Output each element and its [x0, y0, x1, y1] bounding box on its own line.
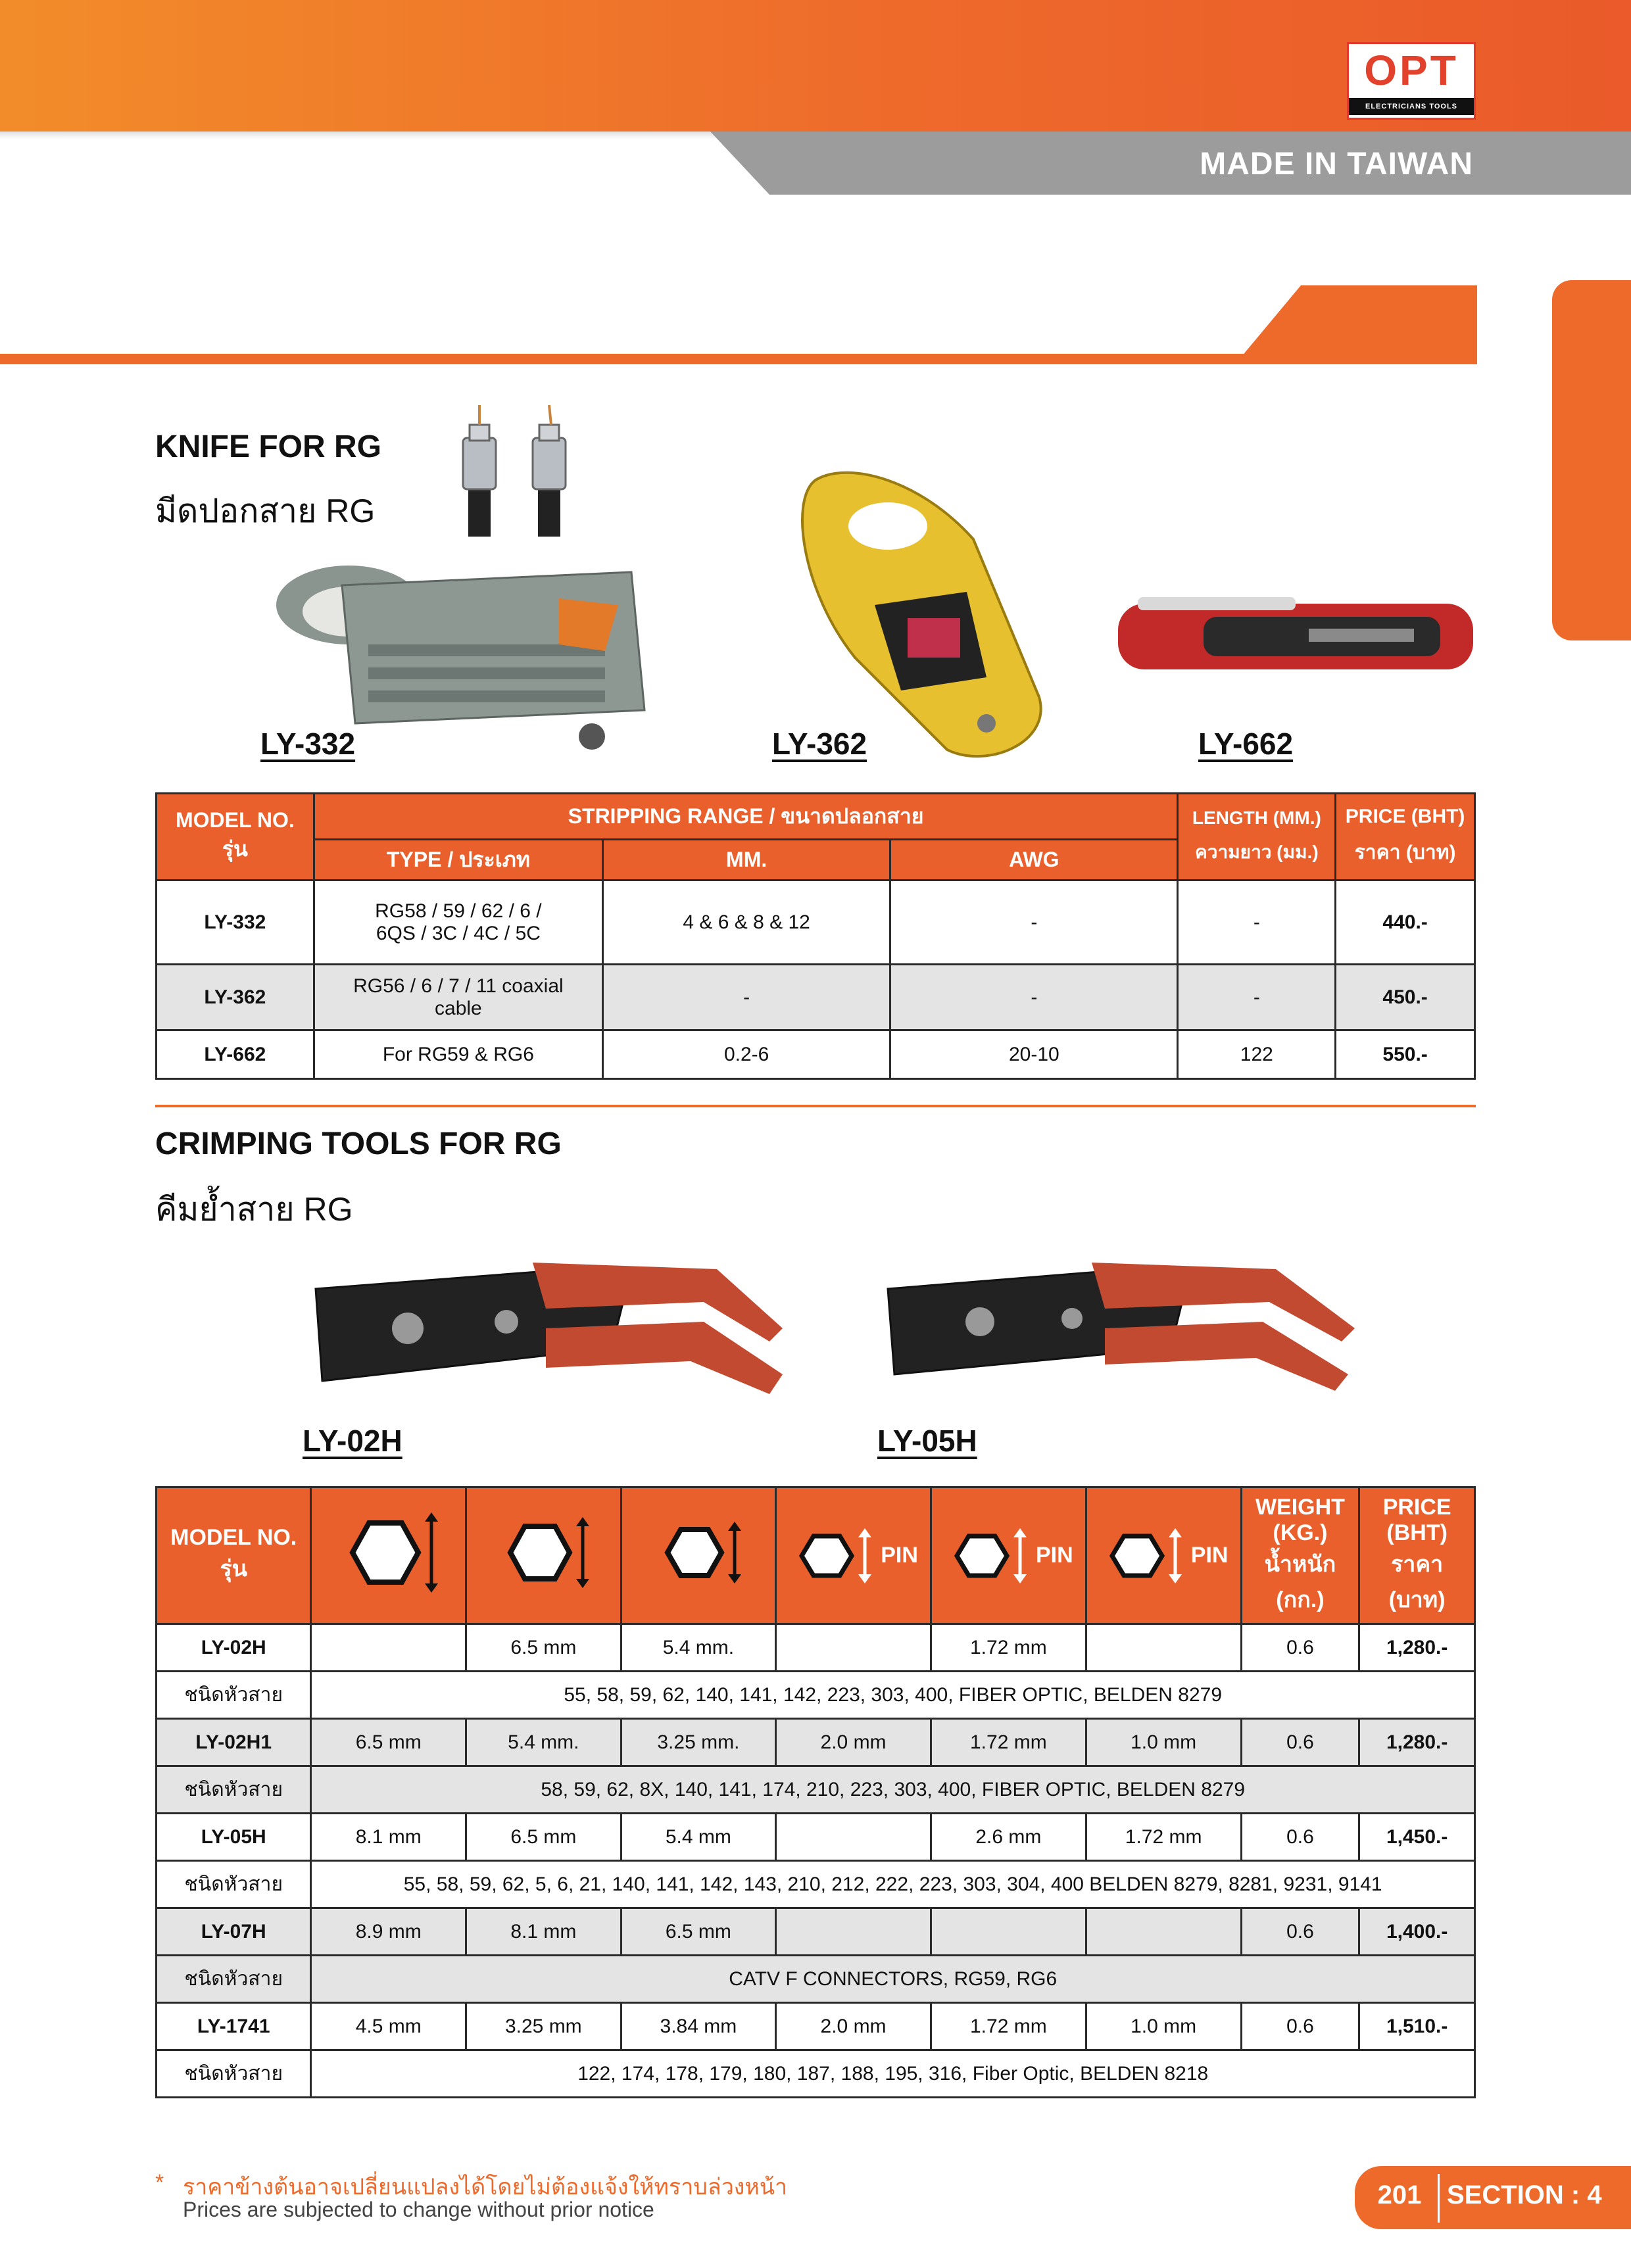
cell-model: LY-332 [157, 881, 314, 965]
ly-02h-image [309, 1249, 796, 1414]
knife-title-th: มีดปอกสาย RG [155, 493, 376, 529]
cell-pin: 1.72 mm [1086, 1814, 1241, 1861]
cell-size: 6.5 mm [466, 1814, 621, 1861]
cell-pin: 1.0 mm [1086, 2003, 1241, 2050]
col-length-label: LENGTH (MM.) [1192, 807, 1321, 828]
cell-size: 3.25 mm. [621, 1719, 776, 1766]
cell-price: 1,280.- [1359, 1719, 1475, 1766]
ly-662-image [1111, 591, 1480, 683]
table-row [157, 1814, 1475, 1861]
pin-label: PIN [1036, 1543, 1073, 1568]
cell-type-line: RG56 / 6 / 7 / 11 coaxial [353, 975, 564, 997]
cell-price: 450.- [1336, 965, 1475, 1030]
col-hex-size-header [466, 1487, 621, 1624]
cell-type: For RG59 & RG6 [314, 1030, 602, 1079]
weight-label: WEIGHT [1255, 1494, 1345, 1520]
cell-price: 1,400.- [1359, 1908, 1475, 1956]
cell-length: 122 [1178, 1030, 1336, 1079]
connector-row [157, 1861, 1475, 1908]
weight-label: น้ำหนัก [1264, 1551, 1336, 1577]
col-awg-header: AWG [890, 840, 1178, 881]
cell-mm: 0.2-6 [603, 1030, 890, 1079]
cell-size: 6.5 mm [621, 1908, 776, 1956]
connector-row [157, 1766, 1475, 1814]
section-bar [0, 354, 1477, 364]
pin-hexagon-icon [944, 1523, 1036, 1589]
price-label: (บาท) [1388, 1587, 1446, 1612]
cell-weight: 0.6 [1241, 2003, 1359, 2050]
knife-spec-table [155, 792, 1476, 1080]
cell-pin: 1.72 mm [931, 1719, 1086, 1766]
cell-connector-label: ชนิดหัวสาย [157, 2050, 311, 2098]
cell-pin [931, 1908, 1086, 1956]
cell-price: 1,510.- [1359, 2003, 1475, 2050]
table-row [157, 881, 1475, 965]
crimp-spec-table [155, 1486, 1476, 2098]
col-price-label: PRICE (BHT) [1345, 806, 1465, 827]
crimp-title-en: CRIMPING TOOLS FOR RG [155, 1126, 562, 1161]
col-length-header [1178, 794, 1336, 881]
cell-model: LY-1741 [157, 2003, 311, 2050]
header-shadow [0, 132, 723, 139]
hexagon-icon [491, 1513, 596, 1592]
cell-model: LY-362 [157, 965, 314, 1030]
header-gray-strip [710, 132, 1631, 195]
weight-label: (KG.) [1273, 1520, 1328, 1545]
cell-model: LY-02H [157, 1624, 311, 1672]
cell-pin [776, 1624, 931, 1672]
cell-awg: 20-10 [890, 1030, 1178, 1079]
page-separator [1438, 2174, 1440, 2223]
col-pin-header [776, 1487, 931, 1624]
col-model-header [157, 794, 314, 881]
crimp-model-label: LY-05H [877, 1424, 977, 1458]
col-price-label-th: ราคา (บาท) [1354, 842, 1456, 863]
pin-label: PIN [881, 1543, 918, 1568]
col-model-label-th: รุ่น [220, 1556, 247, 1581]
col-length-label-th: ความยาว (มม.) [1195, 841, 1319, 862]
cell-size: 8.1 mm [466, 1908, 621, 1956]
pin-hexagon-icon [1099, 1523, 1191, 1589]
table-row [157, 1719, 1475, 1766]
cell-size: 3.84 mm [621, 2003, 776, 2050]
cell-awg: - [890, 965, 1178, 1030]
cell-model: LY-662 [157, 1030, 314, 1079]
connector-row [157, 1672, 1475, 1719]
cell-model: LY-02H1 [157, 1719, 311, 1766]
cell-size: 6.5 mm [466, 1624, 621, 1672]
cell-mm: - [603, 965, 890, 1030]
cell-length: - [1178, 881, 1336, 965]
cell-type [314, 965, 602, 1030]
col-weight-header [1241, 1487, 1359, 1624]
cell-pin [1086, 1624, 1241, 1672]
table-row [157, 965, 1475, 1030]
cell-pin: 1.0 mm [1086, 1719, 1241, 1766]
col-model-label: MODEL NO. [175, 808, 295, 832]
price-label: PRICE [1382, 1494, 1451, 1520]
col-hex-size-header [621, 1487, 776, 1624]
cell-weight: 0.6 [1241, 1624, 1359, 1672]
col-hex-size-header [311, 1487, 466, 1624]
cell-awg: - [890, 881, 1178, 965]
section-divider [155, 1105, 1476, 1107]
cell-size [311, 1624, 466, 1672]
hexagon-icon [333, 1510, 445, 1595]
ly-362-image [776, 460, 1052, 763]
price-label: (BHT) [1386, 1520, 1448, 1545]
cell-connectors: 122, 174, 178, 179, 180, 187, 188, 195, 316, Fiber Optic, BELDEN 8218 [311, 2050, 1475, 2098]
price-label: ราคา [1391, 1551, 1444, 1577]
hexagon-icon [649, 1516, 748, 1589]
cell-size: 5.4 mm [621, 1814, 776, 1861]
cell-weight: 0.6 [1241, 1719, 1359, 1766]
knife-model-label: LY-362 [772, 727, 867, 761]
page-number: 201 [1377, 2181, 1422, 2209]
connector-row [157, 1956, 1475, 2003]
cell-connector-label: ชนิดหัวสาย [157, 1861, 311, 1908]
col-model-header [157, 1487, 311, 1624]
cell-price: 1,280.- [1359, 1624, 1475, 1672]
made-in-label: MADE IN TAIWAN [1200, 147, 1473, 181]
connector-row [157, 2050, 1475, 2098]
pin-label: PIN [1190, 1543, 1229, 1568]
col-stripping-range-header: STRIPPING RANGE / ขนาดปลอกสาย [314, 794, 1178, 840]
cell-connectors: 58, 59, 62, 8X, 140, 141, 174, 210, 223, 303, 400, FIBER OPTIC, BELDEN 8279 [311, 1766, 1475, 1814]
side-tab [1552, 280, 1631, 640]
cell-pin: 2.6 mm [931, 1814, 1086, 1861]
cell-type-line: 6QS / 3C / 4C / 5C [376, 922, 541, 944]
cell-connector-label: ชนิดหัวสาย [157, 1956, 311, 2003]
crimp-title-th: คีมย้ำสาย RG [155, 1191, 353, 1228]
rg-connector-image [454, 405, 585, 537]
cell-weight: 0.6 [1241, 1908, 1359, 1956]
cell-size: 8.9 mm [311, 1908, 466, 1956]
cell-size: 6.5 mm [311, 1719, 466, 1766]
col-model-label: MODEL NO. [170, 1525, 297, 1550]
knife-model-label: LY-662 [1198, 727, 1294, 761]
cell-mm: 4 & 6 & 8 & 12 [603, 881, 890, 965]
pin-hexagon-icon [789, 1523, 881, 1589]
cell-connectors: CATV F CONNECTORS, RG59, RG6 [311, 1956, 1475, 2003]
section-label: SECTION : 4 [1447, 2181, 1602, 2209]
cell-model: LY-07H [157, 1908, 311, 1956]
cell-size: 3.25 mm [466, 2003, 621, 2050]
cell-weight: 0.6 [1241, 1814, 1359, 1861]
weight-label: (กก.) [1276, 1587, 1325, 1612]
col-model-label-th: รุ่น [222, 836, 248, 861]
cell-connector-label: ชนิดหัวสาย [157, 1766, 311, 1814]
cell-pin: 1.72 mm [931, 1624, 1086, 1672]
cell-model: LY-05H [157, 1814, 311, 1861]
cell-price: 1,450.- [1359, 1814, 1475, 1861]
footnote-th: ราคาข้างต้นอาจเปลี่ยนแปลงได้โดยไม่ต้องแจ้งให้ทราบล่วงหน้า [183, 2175, 788, 2200]
col-price-header [1336, 794, 1475, 881]
col-mm-header: MM. [603, 840, 890, 881]
col-pin-header [931, 1487, 1086, 1624]
cell-connectors: 55, 58, 59, 62, 140, 141, 142, 223, 303, 400, FIBER OPTIC, BELDEN 8279 [311, 1672, 1475, 1719]
cell-type [314, 881, 602, 965]
table-row [157, 1908, 1475, 1956]
cell-pin: 2.0 mm [776, 1719, 931, 1766]
brand-logo [1347, 42, 1476, 120]
cell-pin: 1.72 mm [931, 2003, 1086, 2050]
cell-pin: 2.0 mm [776, 2003, 931, 2050]
cell-connectors: 55, 58, 59, 62, 5, 6, 21, 140, 141, 142, 143, 210, 212, 222, 223, 303, 304, 400 BELDEN 8279, 8281, 9231, 9141 [311, 1861, 1475, 1908]
cell-size: 5.4 mm. [621, 1624, 776, 1672]
footnote-en: Prices are subjected to change without prior notice [183, 2198, 654, 2221]
cell-pin [1086, 1908, 1241, 1956]
cell-type-line: RG58 / 59 / 62 / 6 / [375, 900, 542, 922]
knife-title-en: KNIFE FOR RG [155, 429, 381, 464]
cell-price: 550.- [1336, 1030, 1475, 1079]
ly-05h-image [881, 1249, 1368, 1407]
cell-connector-label: ชนิดหัวสาย [157, 1672, 311, 1719]
crimp-model-label: LY-02H [303, 1424, 402, 1458]
table-row [157, 1030, 1475, 1079]
cell-size: 8.1 mm [311, 1814, 466, 1861]
col-pin-header [1086, 1487, 1241, 1624]
cell-pin [776, 1814, 931, 1861]
brand-logo-text: OPT [1364, 47, 1459, 94]
cell-length: - [1178, 965, 1336, 1030]
col-price-header [1359, 1487, 1475, 1624]
footnote-star: * [155, 2170, 164, 2195]
cell-price: 440.- [1336, 881, 1475, 965]
table-row [157, 1624, 1475, 1672]
cell-type-line: cable [435, 997, 482, 1019]
cell-pin [776, 1908, 931, 1956]
brand-logo-subtitle: ELECTRICIANS TOOLS [1349, 98, 1474, 115]
knife-model-label: LY-332 [260, 727, 356, 761]
cell-size: 4.5 mm [311, 2003, 466, 2050]
col-type-header: TYPE / ประเภท [314, 840, 602, 881]
table-row [157, 2003, 1475, 2050]
cell-size: 5.4 mm. [466, 1719, 621, 1766]
section-bar-accent [1235, 285, 1477, 364]
